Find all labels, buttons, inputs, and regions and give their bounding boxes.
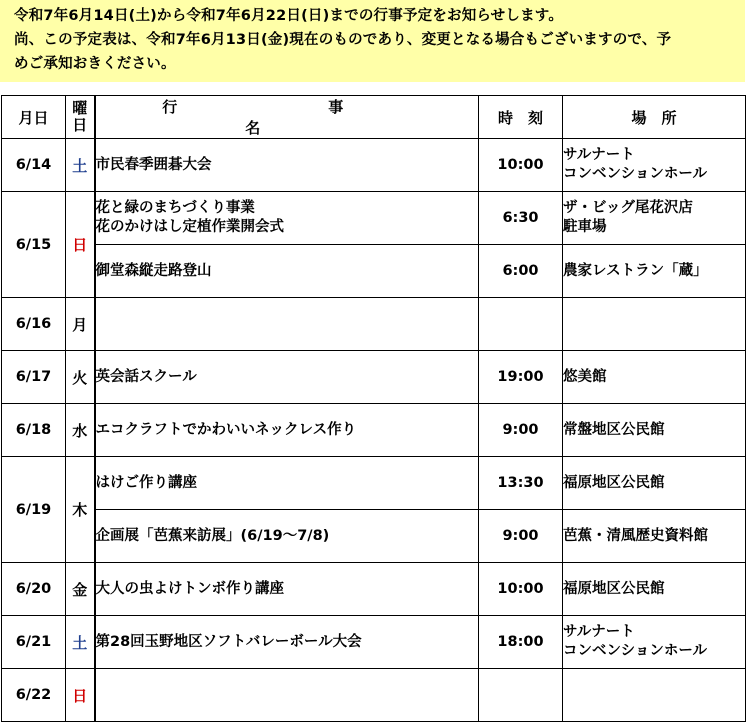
table-row xyxy=(2,139,746,192)
date-cell: 6/16 xyxy=(2,298,66,351)
time-cell: 10:00 xyxy=(479,563,563,616)
event-cell: はけご作り講座 xyxy=(95,457,479,510)
time-cell: 18:00 xyxy=(479,616,563,669)
place-cell: 悠美館 xyxy=(563,351,746,404)
event-cell: 花と緑のまちづくり事業 花のかけはし定植作業開会式 xyxy=(95,192,479,245)
weekday-cell: 日 xyxy=(66,192,95,298)
place-cell: 福原地区公民館 xyxy=(563,457,746,510)
date-cell: 6/21 xyxy=(2,616,66,669)
weekday-cell: 水 xyxy=(66,404,95,457)
header-row xyxy=(2,96,746,139)
time-cell xyxy=(479,298,563,351)
schedule-body xyxy=(2,139,746,722)
table-row xyxy=(2,510,746,563)
event-cell: エコクラフトでかわいいネックレス作り xyxy=(95,404,479,457)
date-cell: 6/15 xyxy=(2,192,66,298)
event-cell xyxy=(95,298,479,351)
table-row xyxy=(2,457,746,510)
table-row xyxy=(2,404,746,457)
table-row xyxy=(2,563,746,616)
event-cell: 御堂森縦走路登山 xyxy=(95,245,479,298)
notice-line-1: 令和7年6月14日(土)から令和7年6月22日(日)までの行事予定をお知らせします。 xyxy=(14,8,564,24)
weekday-cell: 土 xyxy=(66,139,95,192)
place-cell: サルナート コンベンションホール xyxy=(563,139,746,192)
weekday-cell: 木 xyxy=(66,457,95,563)
date-cell: 6/19 xyxy=(2,457,66,563)
header-event: 行 事 名 xyxy=(95,96,479,139)
weekday-cell: 金 xyxy=(66,563,95,616)
table-row xyxy=(2,245,746,298)
date-cell: 6/17 xyxy=(2,351,66,404)
table-row xyxy=(2,616,746,669)
table-row xyxy=(2,192,746,245)
place-cell: ザ・ビッグ尾花沢店 駐車場 xyxy=(563,192,746,245)
event-cell: 英会話スクール xyxy=(95,351,479,404)
time-cell: 9:00 xyxy=(479,510,563,563)
table-row xyxy=(2,298,746,351)
time-cell: 9:00 xyxy=(479,404,563,457)
date-cell: 6/22 xyxy=(2,669,66,722)
time-cell: 6:00 xyxy=(479,245,563,298)
time-cell: 6:30 xyxy=(479,192,563,245)
time-cell: 13:30 xyxy=(479,457,563,510)
event-cell: 市民春季囲碁大会 xyxy=(95,139,479,192)
place-cell: 芭蕉・清風歴史資料館 xyxy=(563,510,746,563)
weekday-cell: 月 xyxy=(66,298,95,351)
date-cell: 6/20 xyxy=(2,563,66,616)
header-dow: 曜日 xyxy=(66,96,95,139)
place-cell: 常盤地区公民館 xyxy=(563,404,746,457)
table-row xyxy=(2,669,746,722)
header-place: 場 所 xyxy=(563,96,746,139)
notice-box xyxy=(0,0,745,82)
header-date: 月日 xyxy=(2,96,66,139)
time-cell: 19:00 xyxy=(479,351,563,404)
place-cell xyxy=(563,298,746,351)
event-cell: 大人の虫よけトンボ作り講座 xyxy=(95,563,479,616)
place-cell: 福原地区公民館 xyxy=(563,563,746,616)
event-cell: 企画展「芭蕉来訪展」(6/19～7/8) xyxy=(95,510,479,563)
place-cell xyxy=(563,669,746,722)
event-cell xyxy=(95,669,479,722)
schedule-table xyxy=(1,95,746,722)
date-cell: 6/14 xyxy=(2,139,66,192)
notice-line-2: 尚、この予定表は、令和7年6月13日(金)現在のものであり、変更となる場合もございますので、予 xyxy=(14,32,672,48)
weekday-cell: 土 xyxy=(66,616,95,669)
event-cell: 第28回玉野地区ソフトバレーボール大会 xyxy=(95,616,479,669)
time-cell: 10:00 xyxy=(479,139,563,192)
place-cell: サルナート コンベンションホール xyxy=(563,616,746,669)
place-cell: 農家レストラン「蔵」 xyxy=(563,245,746,298)
date-cell: 6/18 xyxy=(2,404,66,457)
notice-line-3: めご承知おきください。 xyxy=(14,56,176,72)
time-cell xyxy=(479,669,563,722)
table-row xyxy=(2,351,746,404)
weekday-cell: 日 xyxy=(66,669,95,722)
weekday-cell: 火 xyxy=(66,351,95,404)
header-time: 時 刻 xyxy=(479,96,563,139)
